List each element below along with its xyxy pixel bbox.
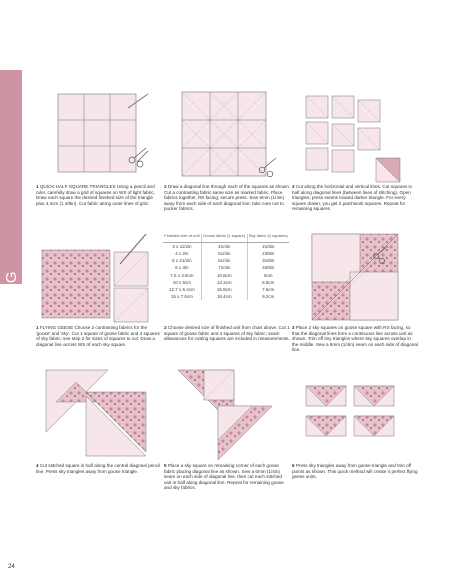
table-row: 6 x 3in 71/4in 33/8in [175, 265, 275, 271]
step-caption: 6 Press sky triangles away from goose triangle and trim off points as shown. This quick method will create 4 perfect flying geese units. [292, 463, 418, 480]
step-caption: 1 FLYING GEESE Choose 2 contrasting fabrics for the 'goose' and 'sky'. Cut 1 square of goose fabric and 4 squares of sky fabric; see step 2 for sizes of squares to cut. Draw a diagonal line across WS of each sky square. [36, 325, 160, 347]
step-number: 4 [36, 463, 40, 468]
table-row: 3 x 11/2in 41/4in 21/8in [172, 243, 275, 249]
section-title: ROTARY CUTTING [3, 270, 20, 423]
table-row: 4 x 2in 51/4in 23/8in [175, 251, 275, 257]
step-number: 2 [164, 184, 168, 189]
table-row: 5 x 21/2in 61/4in 31/8in [172, 258, 275, 264]
step-number: 2 [164, 325, 168, 330]
table-row: 10 x 5cm 13.3cm 6.8cm [172, 279, 275, 285]
table-row: 7.6 x 3.8cm 10.8cm 6cm [170, 272, 273, 278]
step-caption: 1 QUICK HALF-SQUARE TRIANGLES Using a pencil and ruler, carefully draw a grid of squares on WS of light fabric. Draw each square the desired finished size of the triangle plus 4.4cm (1 3/8in). Cut fabric along outer lines of grid. [36, 184, 155, 206]
step-caption: 3 Place 2 sky squares on goose square with RS facing, so that the diagonal lines form a continuous line across unit as shown. Trim off tiny triangles where sky squares overlap in the middle. Sew a 6mm (1/4in) seam on each side of diagonal line. [292, 325, 418, 353]
table-header: Sky fabric (4 squares) [247, 234, 289, 242]
cutting-size-table [163, 234, 289, 300]
step-number: 3 [292, 325, 296, 330]
step-number: 1 [36, 325, 40, 330]
step-number: 5 [164, 463, 168, 468]
step-caption: 2 Draw a diagonal line through each of the squares as shown. Cut a contrasting fabric same size as marked fabric. Place fabrics together, RS facing; secure press. Sew 6mm (1/4in) away from each side of each diagonal line; take care not to pucker fabrics. [164, 184, 290, 212]
step-caption: 4 Cut stitched square in half along the central diagonal pencil line. Press sky triangles away from goose triangle. [36, 463, 161, 474]
page-number: 24 [8, 564, 15, 570]
step-caption: 3 Cut along the horizontal and vertical lines. Cut squares in half along diagonal lines (between lines of stitching). Open triangles; press seams toward darker triangle. For every square drawn, you get 2 patchwork squares. Repeat for remaining squares. [292, 184, 413, 212]
step-number: 6 [292, 463, 296, 468]
table-row: 15 x 7.6cm 18.4cm 9.2cm [170, 294, 275, 300]
step-number: 3 [292, 184, 296, 189]
step-number: 1 [36, 184, 40, 189]
step-caption: 2 Choose desired size of finished unit from chart above. Cut 1 square of goose fabric and 4 squares of sky fabric; seam allowances for cutting squares are included in measurements. [164, 325, 290, 342]
step-caption: 5 Place a sky square on remaining corner of each goose fabric placing diagonal line as shown. Sew a 6mm (1/4in) seam on each side of diagonal line, then cut each stitched unit in half along diagonal line. Repeat for remaining goose and sky fabrics. [164, 463, 284, 491]
table-header: Goose fabric (1 square) [201, 234, 247, 242]
section-sidebar [0, 70, 22, 284]
table-header: Finished size of unit [163, 234, 201, 242]
table-row: 12.7 x 6.4cm 15.8cm 7.6cm [169, 287, 275, 293]
